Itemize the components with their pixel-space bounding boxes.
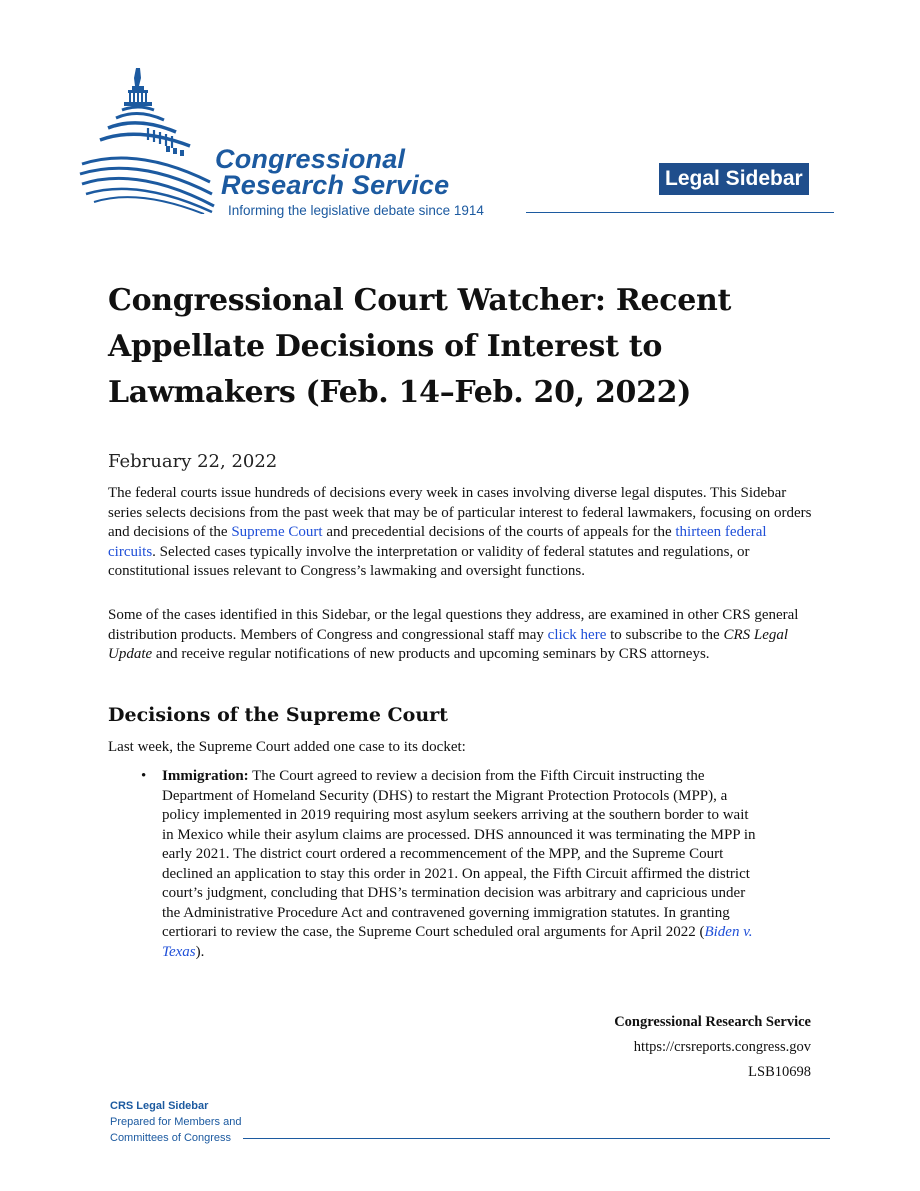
list-item: Immigration: The Court agreed to review a decision from the Fifth Circuit instructing the Department of Homeland Security (DHS) to restart the Migrant Protection Protocols (MPP), a policy implemented in 2019 requiring most asylum seekers arriving at the southern border to wait in Mexico while their asylum claims are processed. DHS announced it was terminating the MPP in early 2021. The district court ordered a recommencement of the MPP, and the Supreme Court declined an application to stay this order in 2021. On appeal, the Fifth Circuit affirmed the district court’s judgment, concluding that DHS’s termination decision was arbitrary and capricious under the Administrative Procedure Act and contravened governing immigration statutes. In granting certiorari to review the case, the Supreme Court scheduled oral arguments for April 2022 (Biden v. Texas).: [162, 768, 756, 960]
header-rule: [526, 212, 834, 213]
footer-series: CRS Legal Sidebar: [110, 1100, 209, 1112]
intro-paragraph-2: Some of the cases identified in this Sidebar, or the legal questions they address, are examined in other CRS general distribution products. Members of Congress and congressional staff may click here to subscribe to the CRS Legal Update and receive regular notifications of new products and upcoming seminars by CRS attorneys.: [108, 607, 799, 662]
footer-left-block: [110, 1098, 241, 1146]
biden-v-texas-link[interactable]: Biden v. Texas: [162, 924, 753, 960]
capitol-dome-logo-icon: [78, 62, 218, 214]
org-name-line2: Research Service: [221, 170, 450, 200]
federal-circuits-link[interactable]: thirteen federal circuits: [108, 524, 767, 560]
intro-paragraph-1: The federal courts issue hundreds of decisions every week in cases involving diverse legal disputes. This Sidebar series selects decisions from the past week that may be of particular interest to federal lawmakers, focusing on orders and decisions of the Supreme Court and precedential decisions of the courts of appeals for the thirteen federal circuits. Selected cases typically involve the interpretation or validity of federal statutes and regulations, or constitutional issues relevant to Congress’s lawmaking and oversight functions.: [108, 485, 812, 579]
footer-org: Congressional Research Service: [614, 1014, 811, 1030]
subscribe-link[interactable]: click here: [547, 626, 607, 643]
report-id: LSB10698: [748, 1064, 811, 1080]
legal-update-title: CRS Legal Update: [108, 626, 789, 662]
section-lead: Last week, the Supreme Court added one case to its docket:: [108, 739, 466, 755]
footer-url[interactable]: https://crsreports.congress.gov: [633, 1039, 811, 1055]
org-name-line1: Congressional: [215, 144, 406, 174]
publication-date: February 22, 2022: [108, 451, 278, 472]
section-heading: Decisions of the Supreme Court: [108, 704, 448, 726]
org-tagline: Informing the legislative debate since 1914: [228, 203, 484, 218]
bullet-icon: •: [141, 768, 147, 784]
bullet-label: Immigration:: [162, 768, 249, 784]
footer-prepared-line1: Prepared for Members and: [110, 1116, 242, 1128]
footer-rule: [243, 1138, 830, 1139]
footer-prepared-line2: Committees of Congress: [110, 1132, 232, 1144]
supreme-court-link[interactable]: Supreme Court: [231, 524, 323, 540]
legal-sidebar-badge: Legal Sidebar: [659, 163, 809, 195]
page-title: Congressional Court Watcher: Recent Appellate Decisions of Interest to Lawmakers (Feb. 14–Feb. 20, 2022): [108, 283, 732, 410]
footer-org-block: [411, 1010, 811, 1085]
